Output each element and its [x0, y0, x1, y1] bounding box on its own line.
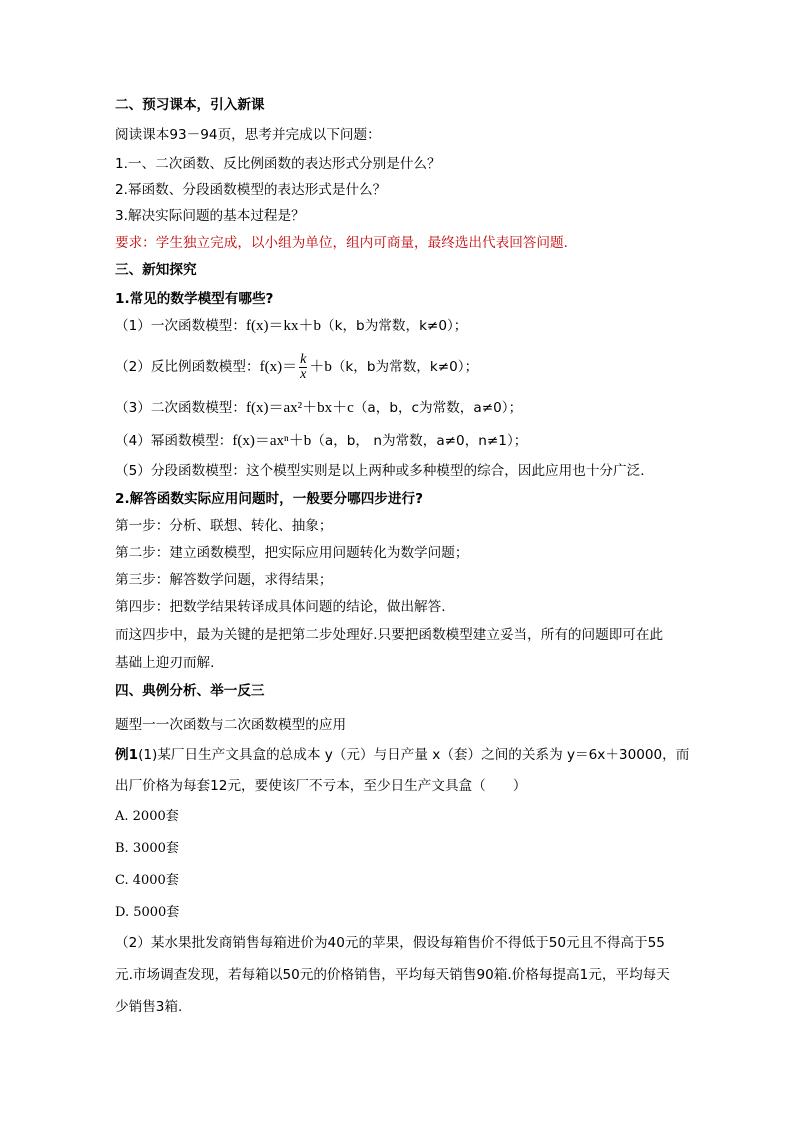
- model-inverse-fraction: [299, 353, 307, 382]
- step-1: 第一步：分析、联想、转化、抽象；: [115, 518, 333, 534]
- step-3: 第三步：解答数学问题，求得结果；: [115, 572, 333, 588]
- example-1-line1: [115, 746, 689, 764]
- model-linear-label: （1）一次函数模型：: [115, 318, 246, 334]
- subheading-four-steps: 2.解答函数实际应用问题时，一般要分哪四步进行?: [115, 491, 423, 507]
- model-quadratic-formula: f(x)＝ax²＋bx＋c: [246, 400, 354, 416]
- model-inverse-condition: （k，b为常数，k≠0）；: [331, 359, 479, 375]
- model-power-condition: （a，b， n为常数，a≠0，n≠1）；: [311, 433, 528, 449]
- example-1-label: 例1: [115, 747, 139, 763]
- example-1-line2: 出厂价格为每套12元，要使该厂不亏本，至少日生产文具盒（ ）: [115, 778, 527, 794]
- model-inverse-lhs: f(x)＝: [259, 359, 298, 375]
- model-power: [115, 432, 527, 450]
- model-inverse: [115, 350, 478, 384]
- option-b: B. 3000套: [115, 841, 179, 856]
- model-linear-formula: f(x)＝kx＋b: [246, 318, 321, 334]
- step-2: 第二步：建立函数模型，把实际应用问题转化为数学问题；: [115, 545, 469, 561]
- model-linear: [115, 317, 467, 335]
- fraction-numerator: k: [300, 351, 307, 367]
- model-quadratic-label: （3）二次函数模型：: [115, 400, 246, 416]
- step-4: 第四步：把数学结果转译成具体问题的结论，做出解答.: [115, 599, 446, 615]
- example-1-text: (1)某厂日生产文具盒的总成本 y（元）与日产量 x（套）之间的关系为 y＝6x＋30000，而: [138, 747, 690, 763]
- model-power-formula: f(x)＝axⁿ＋b: [232, 433, 312, 449]
- model-piecewise: （5）分段函数模型：这个模型实则是以上两种或多种模型的综合，因此应用也十分广泛.: [115, 463, 645, 479]
- example-2-line3: 少销售3箱.: [115, 999, 183, 1015]
- section-heading-preview: 二、预习课本，引入新课: [115, 97, 265, 113]
- example-2-line2: 元.市场调查发现，若每箱以50元的价格销售，平均每天销售90箱.价格每提高1元，平均每天: [115, 967, 670, 983]
- example-2-line1: （2）某水果批发商销售每箱进价为40元的苹果，假设每箱售价不得低于50元且不得高于55: [115, 935, 665, 951]
- model-linear-condition: （k，b为常数，k≠0）；: [321, 318, 468, 334]
- question-1: 1.一、二次函数、反比例函数的表达形式分别是什么？: [115, 156, 441, 172]
- key-step-note-line1: 而这四步中，最为关键的是把第二步处理好.只要把函数模型建立妥当，所有的问题即可在此: [115, 627, 664, 643]
- model-inverse-rest: ＋b: [309, 359, 332, 375]
- section-heading-new-knowledge: 三、新知探究: [115, 262, 197, 278]
- question-2: 2.幂函数、分段函数模型的表达形式是什么？: [115, 182, 387, 198]
- model-quadratic: [115, 399, 522, 417]
- fraction-denominator: x: [300, 366, 307, 382]
- reading-instruction: 阅读课本93－94页，思考并完成以下问题：: [115, 127, 381, 143]
- section-heading-examples: 四、典例分析、举一反三: [115, 683, 265, 699]
- question-3: 3.解决实际问题的基本过程是？: [115, 208, 305, 224]
- model-inverse-label: （2）反比例函数模型：: [115, 359, 260, 375]
- problem-type-1: 题型一一次函数与二次函数模型的应用: [115, 717, 347, 733]
- option-a: A. 2000套: [115, 809, 179, 824]
- option-c: C. 4000套: [115, 873, 179, 888]
- option-d: D. 5000套: [115, 905, 180, 920]
- subheading-common-models: 1.常见的数学模型有哪些?: [115, 291, 274, 307]
- requirement-note: 要求：学生独立完成，以小组为单位，组内可商量，最终选出代表回答问题.: [115, 235, 568, 251]
- model-quadratic-condition: （a，b，c为常数，a≠0）；: [353, 400, 523, 416]
- model-power-label: （4）幂函数模型：: [115, 433, 233, 449]
- key-step-note-line2: 基础上迎刃而解.: [115, 655, 215, 671]
